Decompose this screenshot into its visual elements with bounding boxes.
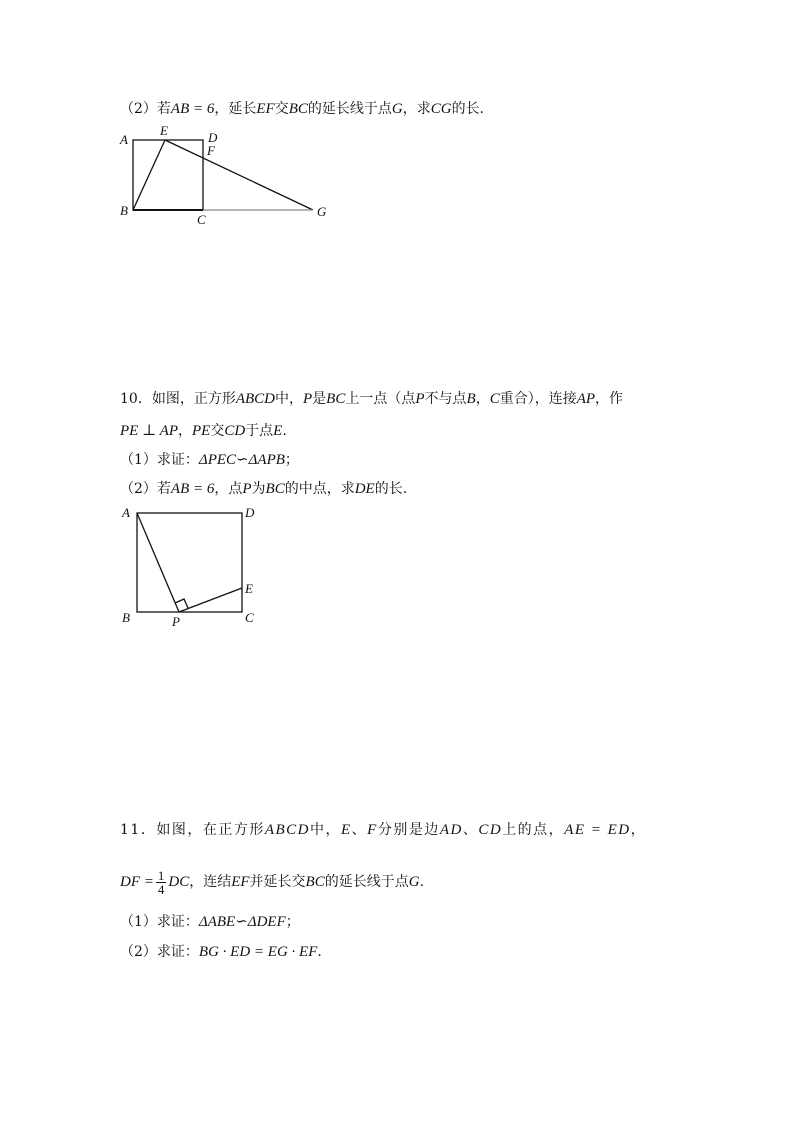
q10-l1-g: 重合），连接 xyxy=(499,391,577,407)
q11-l1-d: 分别是边 xyxy=(377,822,440,838)
q10-l1-h: ，作 xyxy=(595,391,624,407)
q9-part2-ab: AB = 6 xyxy=(170,101,215,117)
q11-part1 xyxy=(120,912,300,932)
q9-part2-t4: ，求 xyxy=(402,101,431,117)
q10-l1-b: 中， xyxy=(275,391,303,407)
fig1-label-f: F xyxy=(207,143,215,158)
q9-part2-t1: ，延长 xyxy=(214,101,257,117)
q11-l2-c: 的延长线于点 xyxy=(324,874,409,890)
q10-l2-h: . xyxy=(282,423,287,439)
q10-l2-a: PE ⊥ AP xyxy=(120,423,178,439)
q9-part2-bc: BC xyxy=(288,101,308,117)
q11-l1-b: 中， xyxy=(310,822,341,838)
q11-l1-g: ， xyxy=(630,822,647,838)
q11-ad: AD xyxy=(439,822,463,838)
q11-ae-ed: AE = ED xyxy=(564,822,631,838)
fig2-label-e: E xyxy=(245,581,253,596)
q10-p2-p: P xyxy=(242,481,252,497)
q10-p1-prefix: （1）求证： xyxy=(120,452,199,468)
q10-l1-f: ， xyxy=(475,391,490,407)
q11-e: E xyxy=(341,822,352,838)
q10-l2-b: ， xyxy=(178,423,192,439)
q10-line2 xyxy=(120,421,287,441)
q11-fraction xyxy=(156,869,167,896)
q10-p2-prefix: （2）若 xyxy=(120,481,171,497)
q9-part2-prefix: （2）若 xyxy=(120,101,171,117)
q10-l2-f: 于点 xyxy=(245,423,274,439)
q11-p1-prefix: （1）求证： xyxy=(120,914,199,930)
fig2-segment-ap xyxy=(137,513,179,612)
q10-p2: P xyxy=(415,391,425,407)
q11-part2 xyxy=(120,942,322,962)
q11-l2-d: . xyxy=(419,874,425,890)
q10-b: B xyxy=(466,391,476,407)
q10-l2-c: PE xyxy=(192,423,211,439)
q11-ef: EF xyxy=(231,874,250,890)
q11-l1-c: 、 xyxy=(351,822,368,838)
q11-dc: DC xyxy=(168,874,190,890)
fig2-square xyxy=(137,513,242,612)
q11-frac-num: 1 xyxy=(157,867,165,883)
q9-part2-t5: 的长. xyxy=(451,101,485,117)
fig1-label-b: B xyxy=(120,203,128,218)
q10-p2-ab: AB = 6 xyxy=(170,481,215,497)
fig1-label-c: C xyxy=(197,212,206,227)
q10-p2-c: 的中点，求 xyxy=(284,481,355,497)
fig1-label-e: E xyxy=(160,123,168,138)
q11-l1-f: 上的点， xyxy=(502,822,565,838)
fig2-label-p: P xyxy=(172,614,180,629)
fig2-label-d: D xyxy=(245,505,255,520)
q10-abcd: ABCD xyxy=(235,391,275,407)
q9-part2-cg: CG xyxy=(430,101,452,117)
q11-bc: BC xyxy=(305,874,325,890)
q9-part2-text xyxy=(120,99,484,119)
q10-p2-bc: BC xyxy=(265,481,285,497)
q10-c: C xyxy=(489,391,500,407)
figure-square-extension-g xyxy=(110,120,340,230)
q10-l1-a: 10．如图，正方形 xyxy=(120,391,236,407)
fig1-label-g: G xyxy=(317,204,327,219)
q11-p2-prefix: （2）求证： xyxy=(120,944,199,960)
q9-part2-g: G xyxy=(391,101,403,117)
fig2-label-b: B xyxy=(122,610,130,625)
q10-l1-d: 上一点（点 xyxy=(345,391,416,407)
q10-p2-d: 的长. xyxy=(374,481,408,497)
fig1-square xyxy=(133,140,203,210)
q11-l2-b: 并延长交 xyxy=(249,874,306,890)
q10-l2-g: E xyxy=(273,423,283,439)
q11-frac-den: 4 xyxy=(157,881,165,897)
q10-p1-math: ΔPEC∽ΔAPB xyxy=(198,452,285,468)
q10-l2-e: CD xyxy=(224,423,246,439)
fig2-label-a: A xyxy=(122,505,130,520)
q11-l1-a: 11．如图，在正方形 xyxy=(120,822,265,838)
q11-g: G xyxy=(408,874,420,890)
q10-part2 xyxy=(120,479,407,499)
fig1-segment-eg xyxy=(165,140,313,210)
q11-df-eq: DF = xyxy=(120,874,154,890)
q9-part2-t2: 交 xyxy=(274,101,289,117)
q11-p1-end: ； xyxy=(285,914,300,930)
q11-l1-e: 、 xyxy=(462,822,479,838)
q10-p1-end: ； xyxy=(284,452,299,468)
q11-p2-end: . xyxy=(317,944,322,960)
q11-p2-math: BG · ED = EG · EF xyxy=(198,944,318,960)
fig1-segment-be xyxy=(133,140,165,210)
q10-l1-e: 不与点 xyxy=(424,391,467,407)
figure-square-perpendicular xyxy=(110,500,270,635)
q11-p1-math: ΔABE∽ΔDEF xyxy=(198,914,286,930)
q10-p2-de: DE xyxy=(354,481,375,497)
q9-part2-ef: EF xyxy=(256,101,275,117)
q10-l2-d: 交 xyxy=(210,423,225,439)
q11-cd: CD xyxy=(478,822,503,838)
q11-l2-a: ，连结 xyxy=(189,874,232,890)
fig1-label-d: D xyxy=(208,130,218,145)
q10-line1 xyxy=(120,389,623,409)
q9-part2-t3: 的延长线于点 xyxy=(307,101,392,117)
q11-line1 xyxy=(120,820,646,840)
fig1-label-a: A xyxy=(120,132,128,147)
q11-line2 xyxy=(120,862,424,902)
q10-p2-b: 为 xyxy=(251,481,266,497)
q10-p2-a: ，点 xyxy=(214,481,243,497)
q11-abcd: ABCD xyxy=(264,822,310,838)
fig2-label-c: C xyxy=(245,610,254,625)
q10-ap: AP xyxy=(576,391,596,407)
q10-l1-c: 是 xyxy=(312,391,327,407)
q10-part1 xyxy=(120,450,299,470)
q10-p: P xyxy=(303,391,313,407)
q10-bc: BC xyxy=(326,391,346,407)
q11-f: F xyxy=(367,822,378,838)
fig2-segment-pe xyxy=(179,588,242,612)
